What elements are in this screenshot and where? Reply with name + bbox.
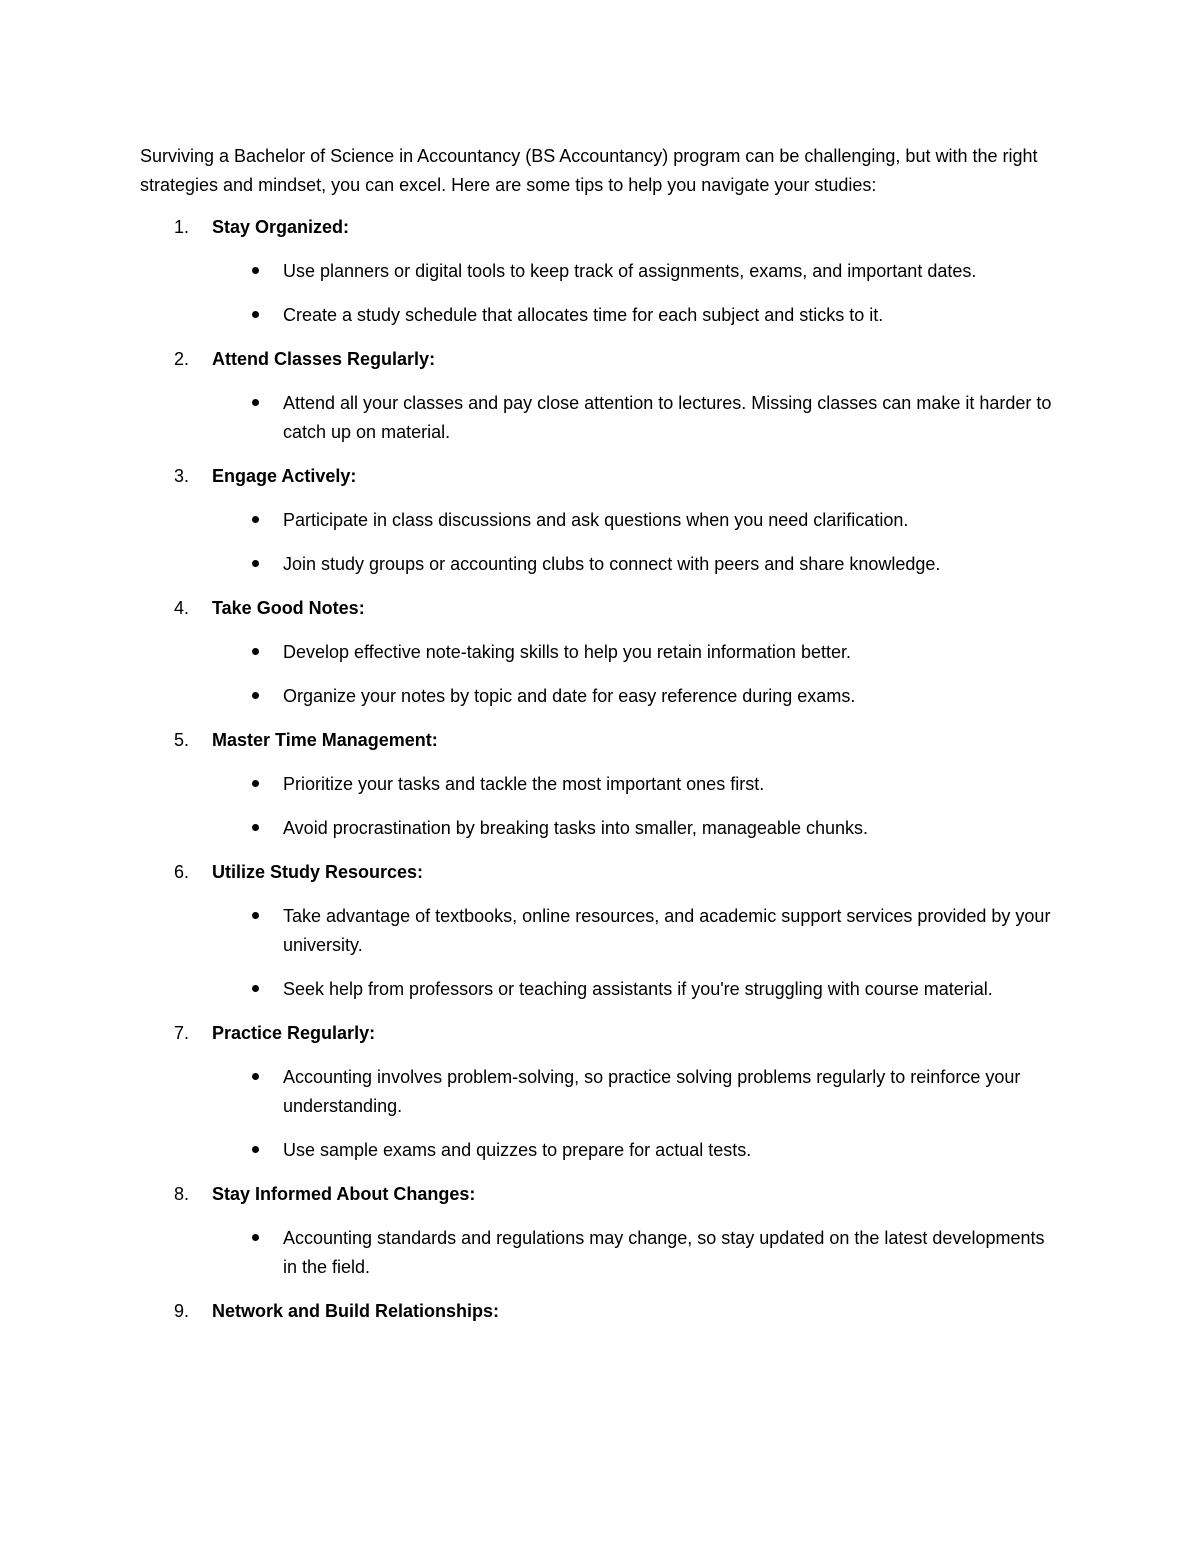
- bullet-dot-icon: [252, 311, 259, 318]
- intro-paragraph: Surviving a Bachelor of Science in Accountancy (BS Accountancy) program can be challenging, but with the right strategies and mindset, you can excel. Here are some tips to help you navigate your studies:: [140, 146, 1038, 195]
- tip-bullet-text: Accounting standards and regulations may change, so stay updated on the latest developments in the field.: [283, 1228, 1045, 1277]
- tip-title: Master Time Management:: [212, 730, 438, 750]
- bullet-dot-icon: [252, 648, 259, 655]
- tip-number: 7.: [174, 1023, 190, 1043]
- bullet-dot-icon: [252, 912, 259, 919]
- tip-section: [140, 213, 1070, 330]
- tip-bullet-text: Join study groups or accounting clubs to connect with peers and share knowledge.: [283, 554, 941, 574]
- bullet-dot-icon: [252, 824, 259, 831]
- tip-heading: [140, 726, 1070, 755]
- tip-number: 4.: [174, 598, 190, 618]
- tip-section: [140, 1297, 1070, 1326]
- tip-title: Engage Actively:: [212, 466, 357, 486]
- tip-bullet-text: Seek help from professors or teaching assistants if you're struggling with course material.: [283, 979, 993, 999]
- tip-heading: [140, 345, 1070, 374]
- tip-bullet: [140, 257, 1053, 286]
- tip-heading: [140, 1180, 1070, 1209]
- tip-heading: [140, 1019, 1070, 1048]
- tip-bullet-text: Use planners or digital tools to keep track of assignments, exams, and important dates.: [283, 261, 977, 281]
- tip-bullet-text: Attend all your classes and pay close attention to lectures. Missing classes can make it harder to catch up on material.: [283, 393, 1052, 442]
- tip-bullet: [140, 770, 1053, 799]
- tip-bullet-text: Create a study schedule that allocates time for each subject and sticks to it.: [283, 305, 884, 325]
- tip-number: 9.: [174, 1301, 190, 1321]
- tip-section: [140, 726, 1070, 843]
- tip-title: Take Good Notes:: [212, 598, 365, 618]
- tip-bullet-text: Organize your notes by topic and date for easy reference during exams.: [283, 686, 856, 706]
- tip-title: Utilize Study Resources:: [212, 862, 424, 882]
- tip-bullet: [140, 301, 1053, 330]
- bullet-dot-icon: [252, 1146, 259, 1153]
- tip-bullet: [140, 389, 1053, 447]
- tip-title: Attend Classes Regularly:: [212, 349, 436, 369]
- tip-bullet-text: Participate in class discussions and ask questions when you need clarification.: [283, 510, 909, 530]
- tip-bullet: [140, 682, 1053, 711]
- bullet-dot-icon: [252, 267, 259, 274]
- tip-title: Network and Build Relationships:: [212, 1301, 500, 1321]
- tip-section: [140, 594, 1070, 711]
- tip-bullet: [140, 975, 1053, 1004]
- tip-bullet-text: Take advantage of textbooks, online resources, and academic support services provided by your university.: [283, 906, 1051, 955]
- tip-bullet-text: Prioritize your tasks and tackle the most important ones first.: [283, 774, 765, 794]
- tip-bullet: [140, 506, 1053, 535]
- tip-heading: [140, 1297, 1070, 1326]
- tip-section: [140, 1019, 1070, 1165]
- tips-list: [140, 213, 1070, 1341]
- tip-bullet: [140, 1224, 1053, 1282]
- bullet-dot-icon: [252, 560, 259, 567]
- bullet-dot-icon: [252, 1073, 259, 1080]
- bullet-dot-icon: [252, 692, 259, 699]
- tip-title: Practice Regularly:: [212, 1023, 376, 1043]
- tip-heading: [140, 462, 1070, 491]
- bullet-dot-icon: [252, 985, 259, 992]
- tip-number: 8.: [174, 1184, 190, 1204]
- tip-bullet-text: Accounting involves problem-solving, so practice solving problems regularly to reinforce your understanding.: [283, 1067, 1021, 1116]
- tip-bullet: [140, 550, 1053, 579]
- bullet-dot-icon: [252, 780, 259, 787]
- tip-section: [140, 858, 1070, 1004]
- tip-number: 1.: [174, 217, 190, 237]
- tip-number: 5.: [174, 730, 190, 750]
- tip-title: Stay Informed About Changes:: [212, 1184, 476, 1204]
- tip-bullet: [140, 638, 1053, 667]
- tip-bullet-text: Develop effective note-taking skills to help you retain information better.: [283, 642, 851, 662]
- bullet-dot-icon: [252, 516, 259, 523]
- tip-heading: [140, 594, 1070, 623]
- tip-section: [140, 345, 1070, 447]
- tip-bullet-text: Use sample exams and quizzes to prepare for actual tests.: [283, 1140, 752, 1160]
- bullet-dot-icon: [252, 399, 259, 406]
- tip-title: Stay Organized:: [212, 217, 350, 237]
- tip-bullet-text: Avoid procrastination by breaking tasks into smaller, manageable chunks.: [283, 818, 868, 838]
- tip-bullet: [140, 814, 1053, 843]
- tip-number: 6.: [174, 862, 190, 882]
- tip-heading: [140, 858, 1070, 887]
- tip-heading: [140, 213, 1070, 242]
- tip-section: [140, 1180, 1070, 1282]
- tip-bullet: [140, 1063, 1053, 1121]
- tip-bullet: [140, 1136, 1053, 1165]
- bullet-dot-icon: [252, 1234, 259, 1241]
- tip-bullet: [140, 902, 1053, 960]
- tip-number: 3.: [174, 466, 190, 486]
- tip-section: [140, 462, 1070, 579]
- tip-number: 2.: [174, 349, 190, 369]
